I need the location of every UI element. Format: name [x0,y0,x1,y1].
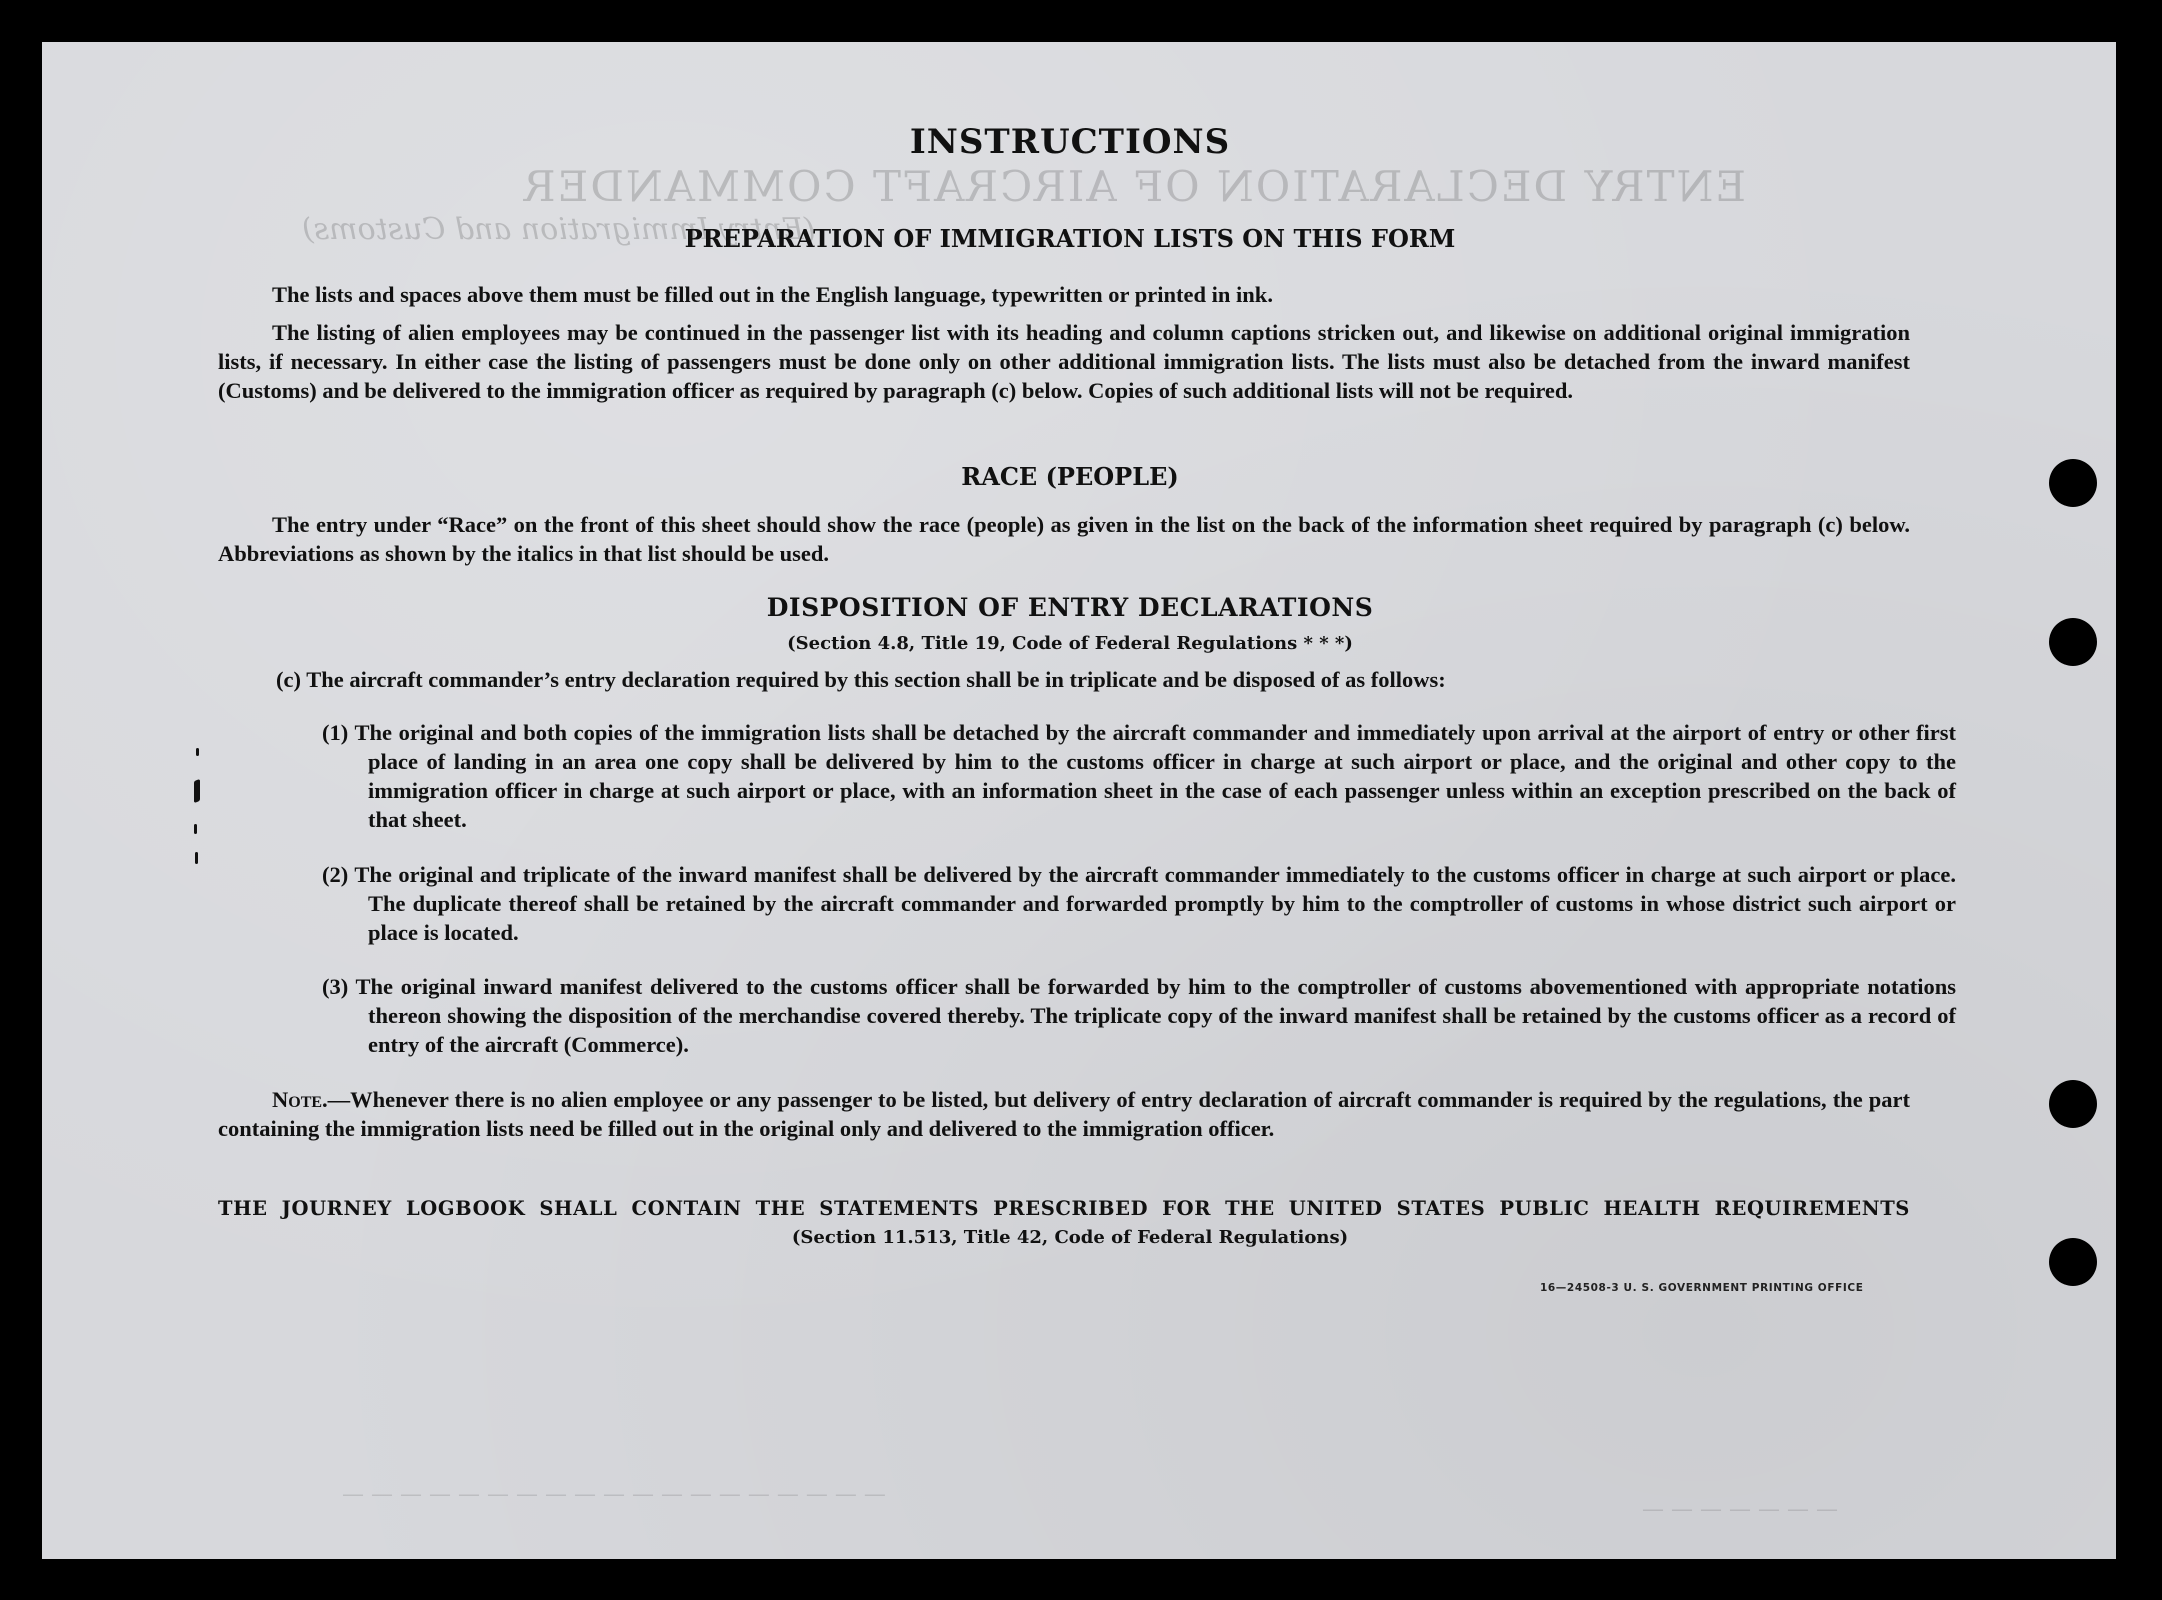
disposition-item-2: (2) The original and triplicate of the inward manifest shall be delivered by the aircraft commander immediately to the customs officer in charge at such airport or place. The duplicate thereof shall be retained by the aircraft commander and forwarded promptly by him to the comptroller of customs in whose district such airport or place is located. [322,862,1956,945]
bleed-through-footer-right: — — — — — — — [1642,1497,1838,1522]
bleed-through-footer-left: — — — — — — — — — — — — — — — — — — — [342,1482,886,1507]
race-heading: RACE (PEOPLE) [961,462,1179,491]
document-title: INSTRUCTIONS [909,122,1231,162]
logbook-statement: THE JOURNEY LOGBOOK SHALL CONTAIN THE STATEMENTS PRESCRIBED FOR THE UNITED STATES PUBLIC HEALTH REQUIREMENTS [218,1197,1910,1220]
disposition-item-3: (3) The original inward manifest delivered to the customs officer shall be forwarded by him to the comptroller of customs abovementioned with appropriate notations thereon showing the disposition of the merchandise covered thereby. The triplicate copy of the inward manifest shall be retained by the customs officer as a record of entry of the aircraft (Commerce). [322,974,1956,1057]
disposition-heading: DISPOSITION OF ENTRY DECLARATIONS [766,593,1374,622]
printer-imprint: 16—24508-3 U. S. GOVERNMENT PRINTING OFFICE [1540,1282,1864,1294]
preparation-paragraph-1: The lists and spaces above them must be filled out in the English language, typewritten or printed in ink. [272,282,1273,307]
logbook-citation: (Section 11.513, Title 42, Code of Federal Regulations) [791,1227,1349,1248]
bleed-through-subtitle: (Entry Immigration and Customs) [302,212,816,247]
bleed-through-title: ENTRY DECLARATION OF AIRCRAFT COMMANDER [522,162,1746,211]
ink-mark [194,779,200,803]
preparation-heading: PREPARATION OF IMMIGRATION LISTS ON THIS FORM [684,224,1456,253]
ink-mark [194,824,197,834]
ink-mark [195,852,198,864]
disposition-intro: (c) The aircraft commander’s entry declaration required by this section shall be in triplicate and be disposed of as follows: [276,667,1446,692]
preparation-paragraph-2: The listing of alien employees may be continued in the passenger list with its heading and column captions stricken out, and likewise on additional original immigration lists, if necessary. In either case the listing of passengers must be done only on other additional immigration lists. The lists must also be detached from the inward manifest (Customs) and be delivered to the immigration officer as required by paragraph (c) below. Copies of such additional lists will not be required. [218,320,1910,403]
disposition-item-1: (1) The original and both copies of the immigration lists shall be detached by the aircraft commander and immediately upon arrival at the airport of entry or other first place of landing in an area one copy shall be delivered by him to the customs officer in charge at such airport or place, and the original and other copy to the immigration officer in charge at such airport or place, with an information sheet in the case of each passenger unless within an exception prescribed on the back of that sheet. [322,720,1956,832]
ink-mark [196,748,199,756]
note-text: —Whenever there is no alien employee or any passenger to be listed, but delivery of entry declaration of aircraft commander is required by the regulations, the part containing the immigration lists need be filled out in the original only and delivered to the immigration officer. [218,1087,1910,1141]
punch-hole [2049,1080,2097,1128]
note-label: Note. [272,1087,328,1112]
disposition-citation: (Section 4.8, Title 19, Code of Federal Regulations * * *) [787,633,1353,654]
race-paragraph: The entry under “Race” on the front of this sheet should show the race (people) as given in the list on the back of the information sheet required by paragraph (c) below. Abbreviations as shown by the italics in that list should be used. [218,512,1910,566]
note-paragraph [218,1085,1910,1143]
